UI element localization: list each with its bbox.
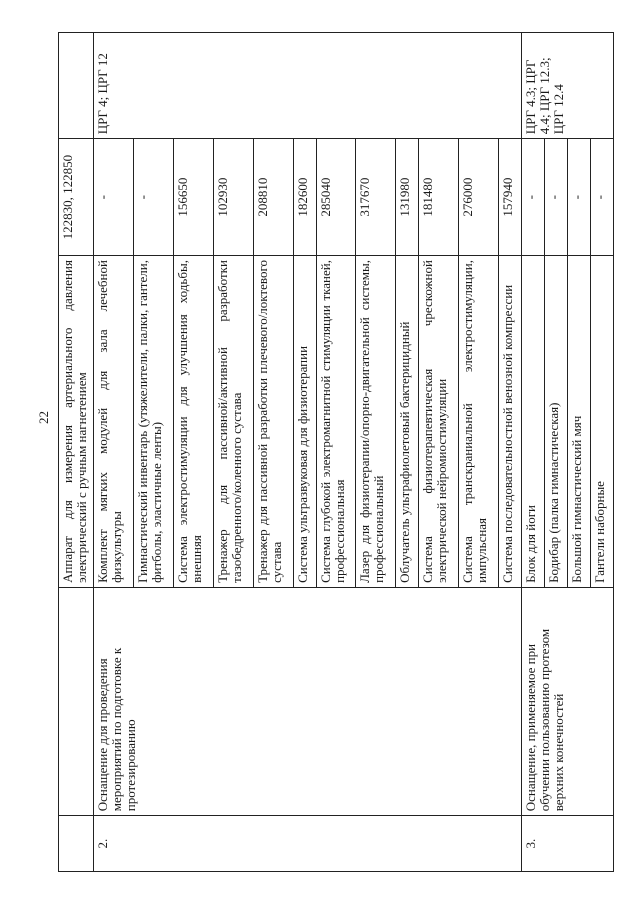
table-body	[59, 33, 614, 872]
equipment-name: Система последовательностной венозной компрессии	[499, 256, 522, 588]
table-row	[522, 33, 545, 872]
section-references: ЦРГ 4.3; ЦРГ 4.4; ЦРГ 12.3; ЦРГ 12.4	[522, 33, 614, 139]
equipment-code: 285040	[316, 139, 356, 256]
equipment-code: -	[568, 139, 591, 256]
cell-code: 122830, 122850	[59, 139, 94, 256]
equipment-code: 156650	[173, 139, 213, 256]
equipment-name: Система физиотерапевтическая чрескожной электрической нейромиостимуляции	[419, 256, 459, 588]
equipment-code: 181480	[419, 139, 459, 256]
equipment-name: Бодибар (палка гимнастическая)	[545, 256, 568, 588]
section-references: ЦРГ 4; ЦРГ 12	[94, 33, 522, 139]
equipment-name: Система глубокой электромагнитной стимуляции тканей, профессиональная	[316, 256, 356, 588]
section-name: Оснащение, применяемое при обучении пользованию протезом верхних конечностей	[522, 587, 614, 815]
cell-ref	[59, 33, 94, 139]
section-name: Оснащение для проведения мероприятий по подготовке к протезированию	[94, 587, 522, 815]
page-number: 22	[36, 411, 51, 424]
equipment-code: -	[133, 139, 173, 256]
rotated-table-wrapper	[58, 32, 614, 872]
equipment-name: Лазер для физиотерапии/опорно-двигательной системы, профессиональный	[356, 256, 396, 588]
equipment-code: -	[590, 139, 613, 256]
equipment-code: 276000	[459, 139, 499, 256]
equipment-code: -	[545, 139, 568, 256]
equipment-name: Облучатель ультрафиолетовый бактерицидный	[396, 256, 419, 588]
equipment-name: Система электростимуляции для улучшения ходьбы, внешняя	[173, 256, 213, 588]
equipment-name: Система ультразвуковая для физиотерапии	[293, 256, 316, 588]
equipment-name: Комплект мягких модулей для зала лечебной физкультуры	[94, 256, 134, 588]
equipment-name: Гимнастический инвентарь (утяжелители, палки, гантели, фитболы, эластичные ленты)	[133, 256, 173, 588]
cell-item: Аппарат для измерения артериального давления электрический с ручным нагнетением	[59, 256, 94, 588]
equipment-code: 182600	[293, 139, 316, 256]
equipment-code: 131980	[396, 139, 419, 256]
equipment-code: 157940	[499, 139, 522, 256]
equipment-name: Блок для йоги	[522, 256, 545, 588]
equipment-code: 102930	[213, 139, 253, 256]
equipment-code: -	[94, 139, 134, 256]
table-row	[94, 33, 134, 872]
equipment-code: 208810	[253, 139, 293, 256]
equipment-name: Тренажер для пассивной/активной разработки тазобедренного/коленного сустава	[213, 256, 253, 588]
table-row	[59, 33, 94, 872]
equipment-name: Тренажер для пассивной разработки плечевого/локтевого сустава	[253, 256, 293, 588]
equipment-name: Система транскраниальной электростимуляции, импульсная	[459, 256, 499, 588]
equipment-code: 317670	[356, 139, 396, 256]
equipment-code: -	[522, 139, 545, 256]
equipment-table	[58, 32, 614, 872]
section-number: 2.	[94, 816, 522, 872]
cell-name	[59, 587, 94, 815]
equipment-name: Гантели наборные	[590, 256, 613, 588]
cell-num	[59, 816, 94, 872]
equipment-name: Большой гимнастический мяч	[568, 256, 591, 588]
section-number: 3.	[522, 816, 614, 872]
